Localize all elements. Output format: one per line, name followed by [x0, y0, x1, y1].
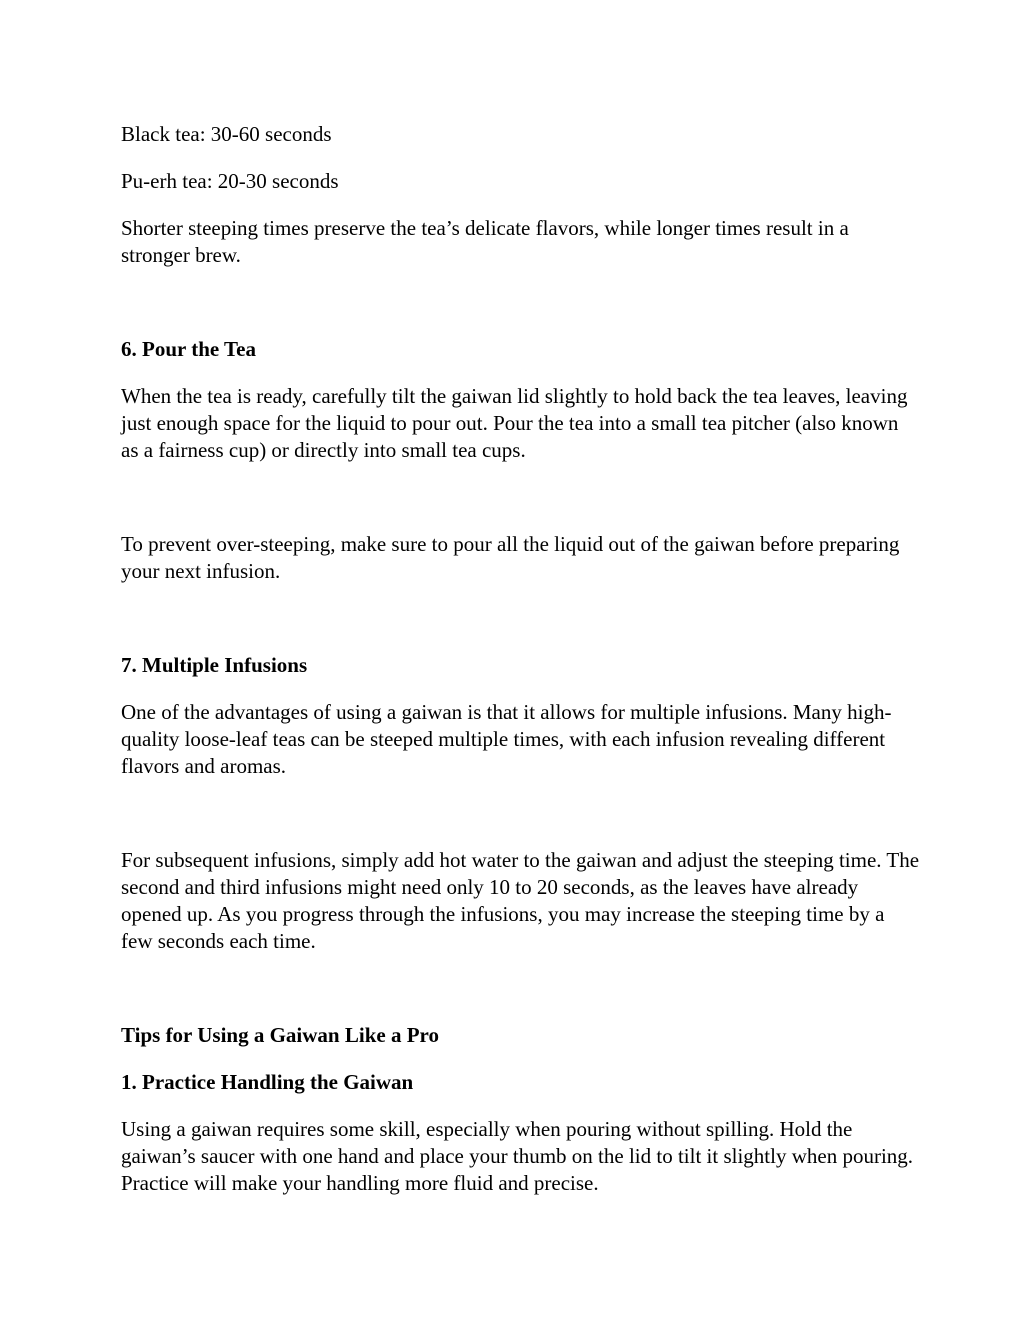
pour-tea-paragraph: When the tea is ready, carefully tilt the gaiwan lid slightly to hold back the tea leaves, leaving just enough space for the liquid to pour out. Pour the tea into a small tea pitcher (also known as a fairness cup) or directly into small tea cups. [121, 384, 913, 462]
puerh-tea-time: Pu-erh tea: 20-30 seconds [121, 169, 339, 193]
subsequent-infusions-paragraph: For subsequent infusions, simply add hot water to the gaiwan and adjust the steeping time. The second and third infusions might need only 10 to 20 seconds, as the leaves have already opened up. As you progress through the infusions, you may increase the steeping time by a few seconds each time. [121, 848, 925, 953]
over-steeping-paragraph: To prevent over-steeping, make sure to pour all the liquid out of the gaiwan before preparing your next infusion. [121, 532, 905, 583]
multiple-infusions-heading: 7. Multiple Infusions [121, 653, 308, 677]
practice-handling-paragraph: Using a gaiwan requires some skill, especially when pouring without spilling. Hold the gaiwan’s saucer with one hand and place your thumb on the lid to tilt it slightly when pouring. Practice will make your handling more fluid and precise. [121, 1117, 919, 1195]
black-tea-time: Black tea: 30-60 seconds [121, 122, 332, 146]
tips-heading: Tips for Using a Gaiwan Like a Pro [121, 1023, 439, 1047]
practice-handling-heading: 1. Practice Handling the Gaiwan [121, 1070, 414, 1094]
steeping-note-paragraph: Shorter steeping times preserve the tea’s delicate flavors, while longer times result in a stronger brew. [121, 216, 855, 267]
multiple-infusions-paragraph: One of the advantages of using a gaiwan is that it allows for multiple infusions. Many high-quality loose-leaf teas can be steeped multiple times, with each infusion revealing different flavors and aromas. [121, 700, 892, 778]
pour-tea-heading: 6. Pour the Tea [121, 337, 256, 361]
